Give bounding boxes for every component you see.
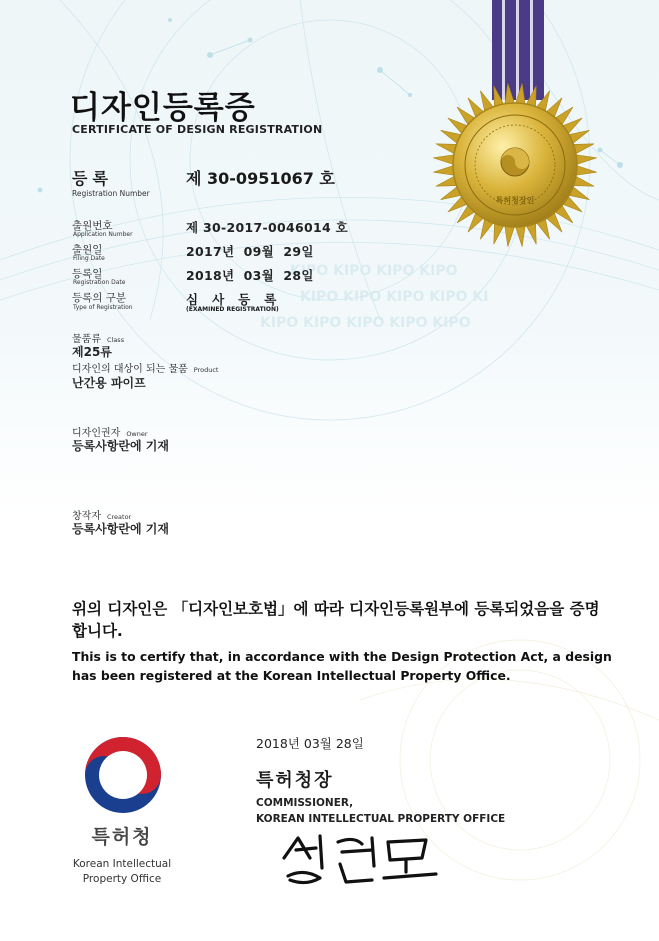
svg-text:KIPO KIPO KIPO KIPO: KIPO KIPO KIPO KIPO [290,263,458,279]
registration-number-value: 제 30-0951067 호 [186,169,335,188]
application-number-value: 제 30-2017-0046014 호 [186,220,348,235]
creator-value: 등록사항란에 기재 [72,522,169,536]
issue-date: 2018년 03월 28일 [256,736,364,751]
registration-date-label: 등록일 [72,268,103,280]
certificate-title: 디자인등록증 [70,90,256,126]
svg-text:KIPO KIPO KIPO KIPO KI: KIPO KIPO KIPO KIPO KI [300,289,489,305]
class-label: 물품류 [72,334,101,345]
registration-number-label-en: Registration Number [72,189,150,198]
application-number-label: 출원번호 [72,220,113,232]
product-label-en: Product [193,366,219,374]
commissioner-title-en-line1: COMMISSIONER, [256,797,354,809]
certificate-subtitle: CERTIFICATE OF DESIGN REGISTRATION [72,123,323,136]
creator-label: 창작자 [72,511,101,522]
filing-date-label-en: Filing Date [73,255,105,262]
certification-statement-en: This is to certify that, in accordance with the Design Protection Act, a design has been registered at the Korean Intellectual Property Office. [72,649,612,683]
kipo-taegeuk-logo-icon [83,735,163,815]
product-value: 난간용 파이프 [72,376,146,390]
product-label: 디자인의 대상이 되는 물품 [72,364,188,375]
office-name-en-line1: Korean Intellectual [72,858,172,870]
class-label-en: Class [106,336,125,344]
registration-type-label-en: Type of Registration [73,304,133,311]
registration-type-label: 등록의 구분 [72,292,127,304]
svg-text:KIPO KIPO KIPO KIPO KIPO: KIPO KIPO KIPO KIPO KIPO [260,315,471,331]
registration-type-sub: (EXAMINED REGISTRATION) [186,306,279,313]
commissioner-title-en [256,795,505,827]
commissioner-title: 특허청장 [256,770,334,791]
office-name-en-line2: Property Office [82,873,162,885]
class-value: 제25류 [72,345,112,359]
owner-label-en: Owner [126,430,148,438]
svg-text:특허청장인: 특허청장인 [495,196,535,205]
office-name-en [55,857,189,887]
registration-number-label: 등록 [72,169,113,188]
certification-statement-ko: 위의 디자인은 「디자인보호법」에 따라 디자인등록원부에 등록되었음을 증명합니다. [72,600,600,640]
owner-label: 디자인권자 [72,428,121,439]
registration-date-value: 2018년 03월 28일 [186,268,314,283]
gold-seal-icon [432,82,598,248]
office-name-ko: 특허청 [91,826,153,848]
creator-label-en: Creator [106,513,132,521]
commissioner-title-en-line2: KOREAN INTELLECTUAL PROPERTY OFFICE [256,813,506,825]
commissioner-signature [276,828,446,888]
registration-date-label-en: Registration Date [73,279,126,286]
owner-value: 등록사항란에 기재 [72,439,169,453]
registration-type-value: 심사등록 [186,292,291,307]
filing-date-value: 2017년 09월 29일 [186,244,314,259]
application-number-label-en: Application Number [73,231,133,238]
filing-date-label: 출원일 [72,244,103,256]
